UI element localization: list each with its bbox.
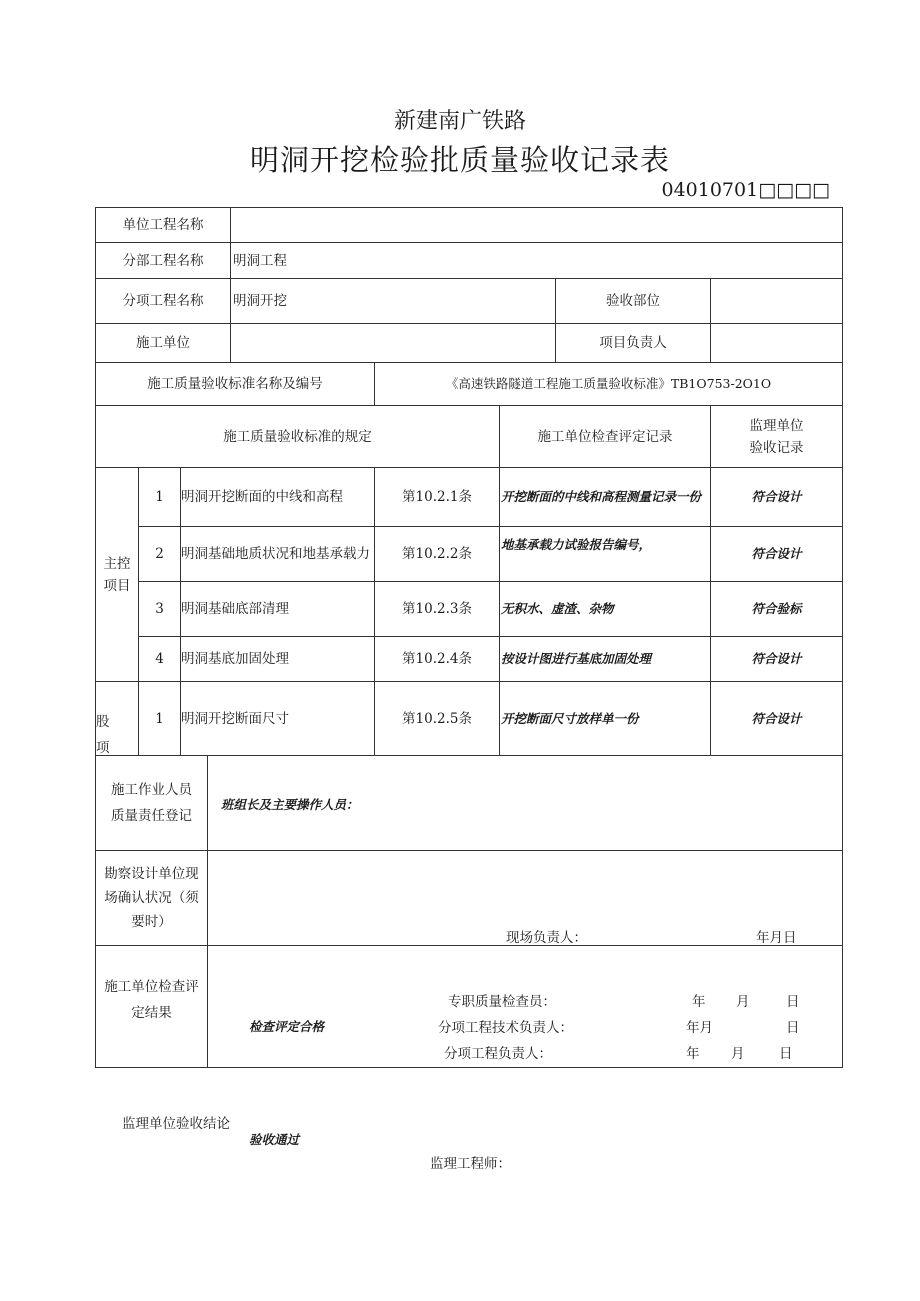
general-row-1-clause: 第10.2.5条	[402, 710, 472, 727]
supervisor-record-header	[711, 406, 842, 467]
conclusion-value: 验收通过	[249, 1132, 300, 1147]
item-leader-year: 年	[686, 1046, 700, 1062]
survey-label-2: 场确认状况（须	[104, 890, 199, 906]
construction-unit-value[interactable]	[233, 324, 553, 362]
main-control-label	[96, 468, 138, 681]
supervisor-header-line1: 监理单位	[749, 417, 804, 434]
evaluation-result: 检查评定合格	[249, 1019, 325, 1034]
main-row-1-no: 1	[155, 489, 164, 505]
general-row-1-record: 开挖断面尺寸放样单一份	[501, 710, 639, 726]
main-row-4-no: 4	[155, 651, 164, 667]
survey-label-3: 要时）	[131, 914, 172, 930]
conclusion-label: 监理单位验收结论	[122, 1116, 230, 1132]
supervisor-header-line2: 验收记录	[749, 439, 804, 456]
sub-project-label: 分部工程名称	[122, 252, 204, 269]
general-label-1: 股	[96, 714, 110, 730]
main-row-4-result: 符合设计	[751, 651, 802, 666]
inspector-label: 专职质量检查员：	[448, 994, 556, 1010]
main-row-4-clause: 第10.2.4条	[402, 651, 472, 667]
inspector-day: 日	[786, 994, 800, 1010]
general-row-1-item: 明洞开挖断面尺寸	[181, 710, 289, 727]
workers-label-2: 质量责任登记	[111, 808, 192, 824]
unit-project-label: 单位工程名称	[122, 217, 204, 233]
construction-unit-label: 施工单位	[136, 335, 190, 351]
standard-value: 《高速铁路隧道工程施工质量验收标准》TB1O753-2O1O	[445, 376, 772, 391]
check-record-header: 施工单位检查评定记录	[537, 428, 673, 445]
inspector-year: 年	[692, 994, 706, 1010]
main-row-2-item: 明洞基础地质状况和地基承载力	[181, 546, 370, 562]
tech-leader-label: 分项工程技术负责人：	[438, 1020, 573, 1036]
evaluation-label-1: 施工单位检查评	[104, 978, 199, 995]
item-project-label: 分项工程名称	[122, 293, 204, 309]
main-row-2-no: 2	[155, 546, 164, 562]
acceptance-part-value[interactable]	[713, 279, 838, 323]
sub-project-value[interactable]: 明洞工程	[233, 252, 287, 269]
main-control-label-2: 项目	[103, 577, 131, 594]
general-row-1-result: 符合设计	[751, 710, 802, 726]
main-row-1-result: 符合设计	[751, 489, 802, 504]
supervising-engineer-label: 监理工程师：	[430, 1156, 511, 1172]
tech-leader-day: 日	[786, 1020, 800, 1036]
main-row-2-clause: 第10.2.2条	[402, 546, 472, 562]
main-row-1-item: 明洞开挖断面的中线和高程	[181, 489, 343, 505]
main-row-3-clause: 第10.2.3条	[402, 601, 472, 617]
workers-label-1: 施工作业人员	[111, 782, 192, 798]
main-row-1-record: 开挖断面的中线和高程测量记录一份	[501, 489, 702, 504]
unit-project-value[interactable]	[233, 208, 833, 242]
standard-label: 施工质量验收标准名称及编号	[147, 376, 323, 392]
main-row-3-item: 明洞基础底部清理	[181, 601, 289, 617]
item-project-value[interactable]: 明洞开挖	[233, 293, 287, 309]
general-row-1-no: 1	[155, 710, 164, 727]
form-title: 明洞开挖检验批质量验收记录表	[249, 143, 670, 177]
form-code: 04010701□□□□	[661, 179, 830, 201]
workers-value[interactable]: 班组长及主要操作人员：	[221, 797, 359, 812]
acceptance-part-label: 验收部位	[606, 293, 660, 309]
workers-label	[96, 756, 207, 850]
evaluation-label	[96, 946, 207, 1067]
item-leader-label: 分项工程负责人：	[444, 1046, 552, 1062]
evaluation-label-2: 定结果	[131, 1004, 172, 1021]
main-control-label-1: 主控	[103, 555, 131, 572]
item-leader-day: 日	[779, 1046, 793, 1062]
main-row-4-item: 明洞基底加固处理	[181, 651, 289, 667]
onsite-leader-label: 现场负责人：	[506, 930, 587, 946]
tech-leader-year-month: 年月	[686, 1020, 713, 1036]
main-row-3-no: 3	[155, 601, 164, 617]
item-leader-month: 月	[731, 1046, 745, 1062]
survey-label-1: 勘察设计单位现	[104, 866, 199, 882]
general-label-2: 项	[96, 740, 110, 756]
inspector-month: 月	[736, 994, 750, 1010]
project-subtitle: 新建南广铁路	[393, 109, 526, 134]
main-row-2-result: 符合设计	[751, 546, 802, 561]
main-row-4-record: 按设计图进行基底加固处理	[501, 651, 652, 666]
main-row-3-result: 符合验标	[751, 601, 802, 616]
project-leader-value[interactable]	[713, 324, 838, 362]
main-row-3-record: 无积水、虚渣、杂物	[501, 601, 614, 616]
survey-label	[96, 851, 207, 945]
main-row-2-record: 地基承载力试验报告编号，	[501, 537, 652, 552]
rule-header: 施工质量验收标准的规定	[223, 428, 372, 445]
main-row-1-clause: 第10.2.1条	[402, 489, 472, 505]
survey-date: 年月日	[756, 930, 797, 946]
project-leader-label: 项目负责人	[599, 335, 667, 351]
